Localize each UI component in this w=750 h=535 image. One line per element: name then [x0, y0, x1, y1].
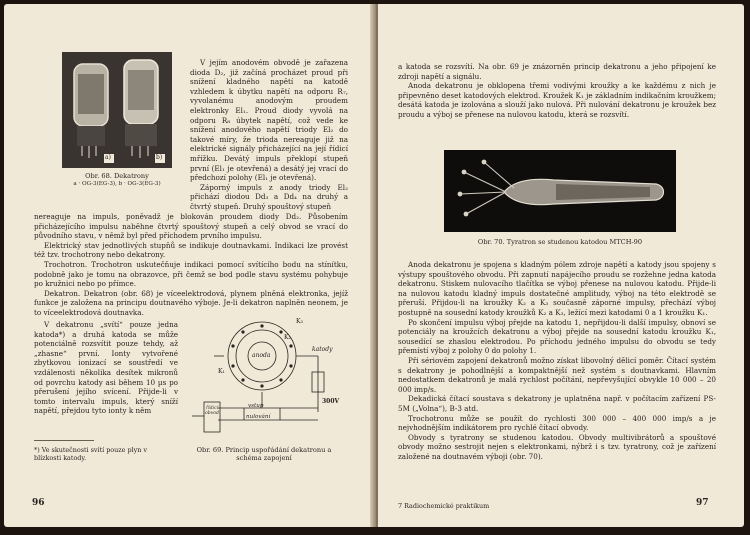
paragraph: Po skončení impulsu výboj přejde na katodu 1, nepřijdou-li další impulsy, obnoví se potenciály na kroužcích dekatronu a výboj přejde na sousední katodu kroužku K₁, sousedící se zhaslou elektrodou. Po příchodu jedného impulsu do obvodu se tedy přemístí výboj z polohy 0 do polohy 1.	[398, 317, 716, 356]
label-k3: K₃	[296, 318, 303, 325]
figure-69-caption	[182, 446, 346, 463]
figure-68-label-a: a)	[105, 154, 111, 161]
paragraph: V jejím anodovém obvodě je zařazena dioda D₂, již začíná procházet proud při snížení kladného napětí na katodě vzhledem k úbytku napětí na odporu R₇, vyvolanému anodovým proudem elektronky El₁. Proud diody vyvolá na odporu R₈ úbytek napětí, což vede ke snížení anodového napětí triody El₂ do takové míry, že trioda nereaguje již na elektrické signály přicházející na její řídicí mřížku. Devátý impuls překlopí stupeň první (El₁ je otevřená) a desátý jej vrací do předchozí polohy (El₁ je otevřená).	[190, 58, 348, 183]
figure-69-caption-title: Obr. 69. Princip uspořádání dekatronu a	[196, 446, 332, 454]
paragraph: nereaguje na impuls, poněvadž je blokován proudem diody Dd₂. Působením přicházejícího impulsu naběhne čtvrtý spouštový stupeň a celý obvod se vrací do původního stavu, v němž byl před příchodem prvního impulsu.	[34, 212, 348, 241]
label-katody: katody	[312, 346, 333, 353]
page-number-left: 96	[32, 498, 45, 508]
label-vstup: vstup	[248, 403, 264, 409]
right-bottom-text	[398, 260, 716, 461]
figure-68-caption-sub: a · OG-3(EG-3), b · OG-3(EG-3)	[73, 181, 161, 188]
paragraph: Anoda dekatronu je spojena s kladným pólem zdroje napětí a katody jsou spojeny s výstupy spouštového obvodu. Při zapnutí napájecího proudu se rozžehne jedna katoda dekatronu. Stiskem nulovacího tlačítka se výboj přenese na nulovou katodu. Přijde-li na nulovou katodu kladný impuls dostatečné amplitudy, výboj na této elektrodě se přeruší. Přijdou-li na kroužky K₂ a K₃ současně záporné impulsy, přechází výboj postupně na sousední katody kroužků K₂ a K₃, ležící mezi katodami 0 a 1 kroužku K₁.	[398, 260, 716, 317]
figure-69-diagram	[184, 316, 344, 440]
paragraph: Záporný impuls z anody triody El₂ přichází diodou Dd₃ a Dd₄ na druhý a čtvrtý stupeň. Druhý spouštový stupeň	[190, 182, 348, 211]
label-ridici-obvod: řídicí obvod	[204, 406, 219, 416]
label-k2: K₂	[284, 334, 291, 341]
right-top-text	[398, 62, 716, 120]
left-body-full	[34, 212, 348, 318]
tyratron-image	[444, 150, 676, 232]
dekatron-tubes-image	[62, 52, 172, 168]
figure-68-caption	[56, 172, 178, 189]
paragraph-tyratrony: Obvody s tyratrony se studenou katodou. Obvody multivibrátorů a spouštové obvody možno sestrojit nejen s elektronkami, nýbrž i s tzv. tyratrony, což je zařízení založené na doutnavém výboji (obr. 70).	[398, 432, 716, 461]
left-column-right-text	[190, 58, 348, 212]
paragraph: Při sériovém zapojení dekatronů možno získat libovolný dělicí poměr. Čítací systém s dekatrony je pohodlnější a kompaktnější než systém s doutnavkami. Hlavním nedostatkem dekatronů je malá rychlost počítání, nepřevyšující obvykle 10 000 – 20 000 imp/s.	[398, 355, 716, 394]
paragraph: Trochotronu může se použít do rychlosti 300 000 – 400 000 imp/s a je nejvhodnějším indikátorem pro rychlé čítací obvody.	[398, 413, 716, 433]
paragraph: Elektrický stav jednotlivých stupňů se indikuje doutnavkami. Indikaci lze provést též tzv. trochotrony nebo dekatrony.	[34, 240, 348, 260]
page-number-right: 97	[696, 498, 709, 508]
paragraph: a katoda se rozsvítí. Na obr. 69 je znázorněn princip dekatronu a jeho připojení ke zdroji napětí a signálu.	[398, 62, 716, 81]
figure-70-photo	[444, 150, 676, 232]
figure-68-label-b: b)	[156, 154, 163, 161]
label-nulovani: nulování	[246, 414, 271, 420]
figure-68-caption-title: Obr. 68. Dekatrony	[85, 172, 149, 180]
figure-69-caption-sub: schéma zapojení	[236, 454, 292, 463]
left-body-narrow	[34, 320, 178, 416]
figure-70-caption: Obr. 70. Tyratron se studenou katodou MTCH-90	[477, 238, 643, 246]
paragraph-trochotron: Trochotron. Trochotron uskutečňuje indikaci pomocí svítícího bodu na stínítku, podobně jako je tomu na obrazovce, při čemž se bod podle stavu systému pohybuje po kružnici nebo po přímce.	[34, 259, 348, 289]
paragraph: Dekadická čítací soustava s dekatrony je uplatněna např. v počítacím zařízení PS-5M („Volna“), B-3 atd.	[398, 394, 716, 413]
left-page	[4, 4, 376, 527]
label-voltage: 300V	[322, 398, 340, 405]
right-page	[378, 4, 744, 527]
paragraph: Anoda dekatronu je obklopena třemi vodivými kroužky a ke každému z nich je připevněno deset katodových elektrod. Kroužek K₁ je základním indikačním kroužkem; desátá katoda je izolována a slouží jako nulová. Při nulování dekatronu je kroužek bez proudu a výboj se přenese na nulovou katodu, která se rozsvítí.	[398, 81, 716, 119]
paragraph: V dekatronu „svítí“ pouze jedna katoda*) a druhá katoda se může potenciálně rozsvítit pouze tehdy, až „zhasne“ první. Ionty vytvořené zbytkovou ionizací se soustředí ve vzdálenosti několika desítek mikronů od povrchu katody asi během 10 µs po přerušení jejího svícení. Přijde-li v tomto intervalu impuls, který sníží napětí, přejdou tyto ionty k něm	[34, 320, 178, 416]
figure-68-photo	[62, 52, 172, 168]
footer-label: 7 Radiochemické praktikum	[398, 502, 490, 510]
label-k1: K₁	[218, 368, 225, 375]
footnote: *) Ve skutečnosti svítí pouze plyn v blízkosti katody.	[34, 446, 147, 463]
footnote-rule	[34, 440, 94, 441]
paragraph-dekatron: Dekatron. Dekatron (obr. 68) je víceelektrodová, plynem plněná elektronka, jejíž funkce je založena na principu doutnavého výboje. Je-li dekatron naplněn neonem, je to víceelektrodová doutnavka.	[34, 288, 348, 317]
label-anoda: anoda	[252, 352, 271, 359]
dekatron-schematic	[184, 316, 344, 440]
